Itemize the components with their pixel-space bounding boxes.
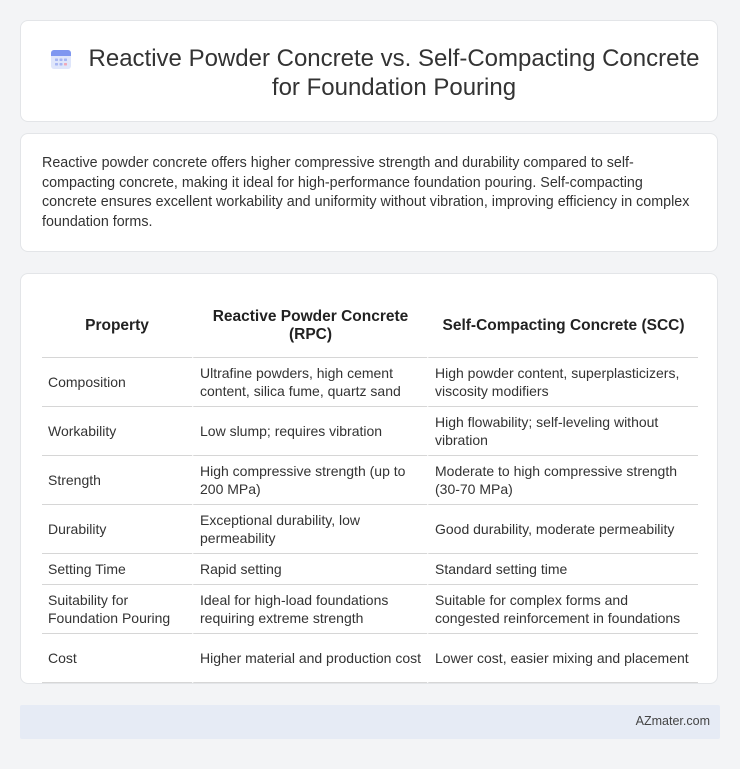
comparison-card [20,273,718,684]
calendar-icon [49,47,73,71]
row-rpc-value: Rapid setting [192,554,427,585]
table-row [42,634,698,683]
footer-brand[interactable]: AZmater.com [635,714,710,728]
table-row [42,585,698,634]
page-title: Reactive Powder Concrete vs. Self-Compacting Concrete for Foundation Pouring [88,45,700,101]
row-scc-value: Lower cost, easier mixing and placement [427,634,698,683]
row-rpc-value: Ultrafine powders, high cement content, silica fume, quartz sand [192,358,427,407]
row-scc-value: Moderate to high compressive strength (30-70 MPa) [427,456,698,505]
row-property: Strength [42,456,192,505]
row-scc-value: Good durability, moderate permeability [427,505,698,554]
row-property: Workability [42,407,192,456]
summary-card [20,133,718,252]
header-property: Property [42,295,192,358]
table-row [42,505,698,554]
row-rpc-value: Ideal for high-load foundations requiring extreme strength [192,585,427,634]
row-rpc-value: Low slump; requires vibration [192,407,427,456]
row-property: Composition [42,358,192,407]
row-scc-value: High flowability; self-leveling without vibration [427,407,698,456]
table-row [42,554,698,585]
row-scc-value: Standard setting time [427,554,698,585]
table-row [42,407,698,456]
row-property: Setting Time [42,554,192,585]
row-rpc-value: Higher material and production cost [192,634,427,683]
row-property: Durability [42,505,192,554]
row-rpc-value: High compressive strength (up to 200 MPa) [192,456,427,505]
table-row [42,456,698,505]
row-property: Cost [42,634,192,683]
footer [20,705,720,739]
table-header-row [42,295,698,358]
header-rpc: Reactive Powder Concrete (RPC) [192,295,427,358]
comparison-table [42,295,698,683]
row-scc-value: High powder content, superplasticizers, viscosity modifiers [427,358,698,407]
summary-text: Reactive powder concrete offers higher compressive strength and durability compared to self-compacting concrete, making it ideal for high-performance foundation pouring. Self-compacting concrete ensures excellent workability and uniformity without vibration, improving efficiency in complex foundation forms. [42,155,690,230]
row-rpc-value: Exceptional durability, low permeability [192,505,427,554]
title-card [20,20,718,122]
row-property: Suitability for Foundation Pouring [42,585,192,634]
row-scc-value: Suitable for complex forms and congested reinforcement in foundations [427,585,698,634]
header-scc: Self-Compacting Concrete (SCC) [427,295,698,358]
table-row [42,358,698,407]
